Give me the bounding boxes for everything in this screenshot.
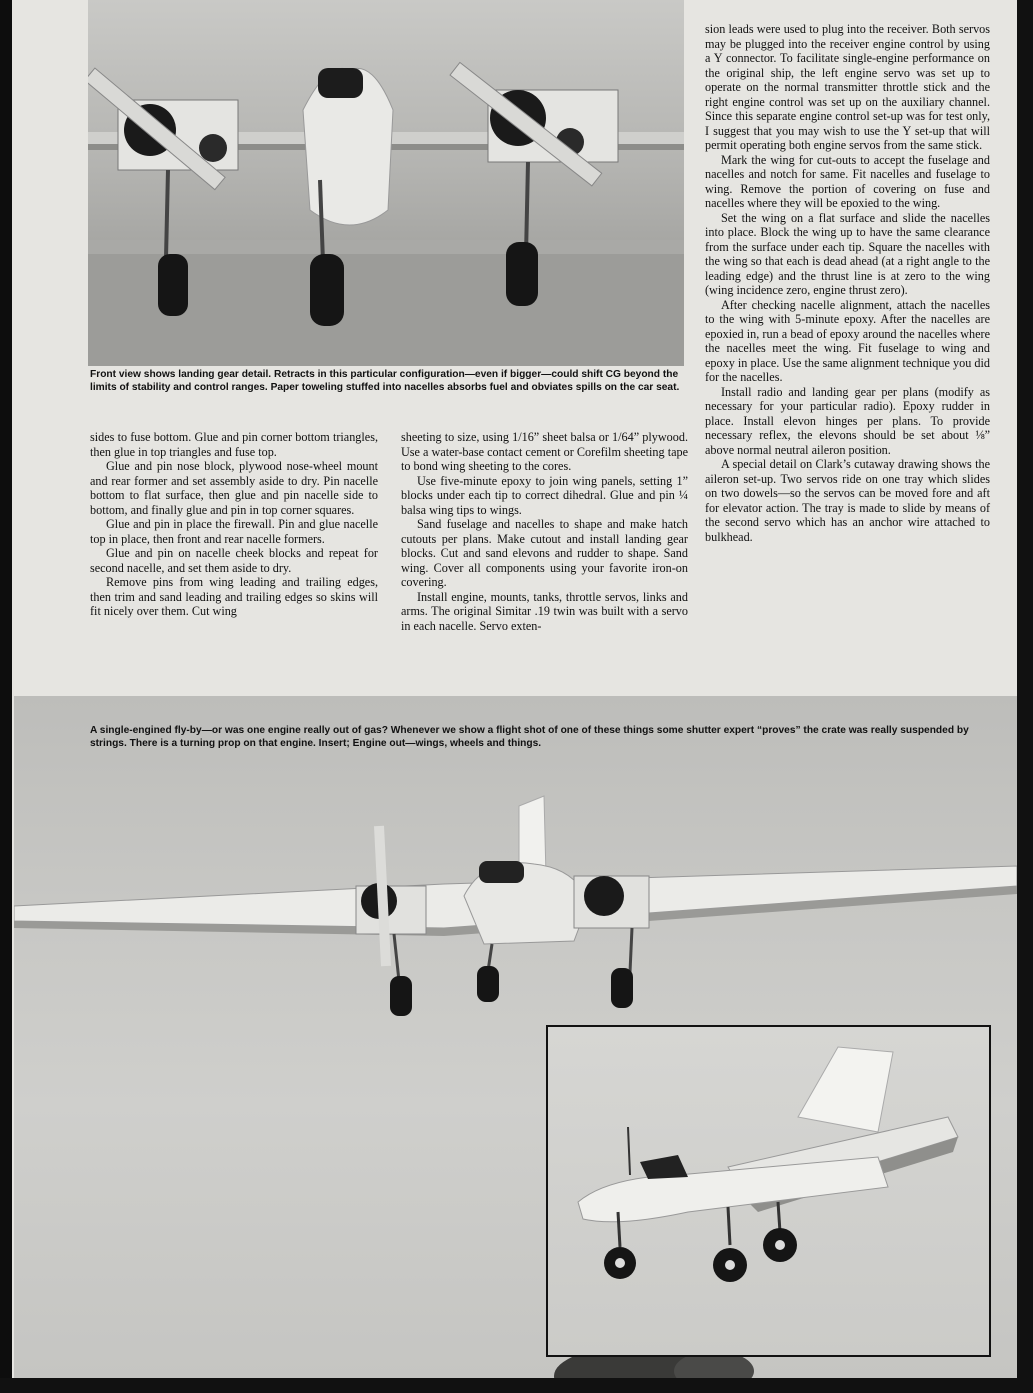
inset-plane-illustration: [548, 1027, 989, 1355]
paragraph: Glue and pin in place the firewall. Pin and glue nacelle top in place, then front and rear nacelle formers.: [90, 517, 378, 546]
right-text-column: [705, 22, 990, 544]
paragraph: Install engine, mounts, tanks, throttle servos, links and arms. The original Simitar .19 twin was built with a servo in each nacelle. Servo exten-: [401, 589, 688, 633]
paragraph: Glue and pin on nacelle cheek blocks and repeat for second nacelle, and set them aside to dry.: [90, 546, 378, 575]
scan-border-left: [0, 0, 12, 1393]
inset-photo: [546, 1025, 991, 1357]
paragraph: Use five-minute epoxy to join wing panels, setting 1” blocks under each tip to correct dihedral. Glue and pin ¼ balsa wing tips to wings.: [401, 473, 688, 517]
paragraph: Set the wing on a flat surface and slide the nacelles into place. Block the wing up to have the same clearance from the surface under each tip. Square the nacelles with the wing so that each is dead ahead (at a right angle to the leading edge) and the thrust line is at zero to the wing (wing incidence zero, engine thrust zero).: [705, 210, 990, 297]
paragraph: sheeting to size, using 1/16” sheet balsa or 1/64” plywood. Use a water-base contact cement or Corefilm sheeting tape to bond wing sheeting to the cores.: [401, 430, 688, 473]
front-view-plane-illustration: [88, 0, 684, 366]
paragraph: Glue and pin nose block, plywood nose-wheel mount and rear former and set assembly aside to dry. Pin nacelle bottom to flat surface, then glue and pin nacelle side to bottom, and finally glue and pin in top corner squares.: [90, 459, 378, 517]
paragraph: Sand fuselage and nacelles to shape and make hatch cutouts per plans. Make cutout and install landing gear blocks. Cut and sand elevons and rudder to shape. Sand wing. Cover all components using your favorite iron-on covering.: [401, 517, 688, 589]
scan-border-right: [1017, 0, 1033, 1393]
left-text-column: [90, 430, 378, 619]
paragraph: Remove pins from wing leading and trailing edges, then trim and sand leading and trailing edges so skins will fit nicely over them. Cut wing: [90, 575, 378, 618]
middle-text-column: [401, 430, 688, 633]
paragraph: Mark the wing for cut-outs to accept the fuselage and nacelles and notch for same. Fit nacelles and fuselage to wing. Remove the portion of covering on fuse and nacelles where they will be epoxied to the wing.: [705, 152, 990, 210]
paragraph: After checking nacelle alignment, attach the nacelles to the wing with 5-minute epoxy. After the nacelles are epoxied in, run a bead of epoxy around the nacelles where the nacelles meet the wing. Fit fuselage to wing and epoxy in place. Use the same alignment technique you did for the nacelles.: [705, 297, 990, 384]
front-view-photo: [88, 0, 684, 366]
paragraph: A special detail on Clark’s cutaway drawing shows the aileron set-up. Two servos ride on one tray which slides on two dowels—so the servos can be moved fore and aft for elevator action. The tray is made to slide by means of the second servo which has an anchor wire attached to bulkhead.: [705, 457, 990, 544]
paragraph: sides to fuse bottom. Glue and pin corner bottom triangles, then glue in top triangles and fuse top.: [90, 430, 378, 459]
scan-border-bottom: [0, 1378, 1033, 1393]
paragraph: sion leads were used to plug into the receiver. Both servos may be plugged into the receiver engine control by using a Y connector. To facilitate single-engine performance on the original ship, the left engine servo was set up to operate on the normal transmitter throttle stick and the right engine control was set up on the auxiliary channel. Since this separate engine control set-up was for test only, I suggest that you may wish to use the Y set-up that will permit operating both engine servos from the same stick.: [705, 22, 990, 152]
front-view-caption: Front view shows landing gear detail. Retracts in this particular configuration—even if bigger—could shift CG beyond the limits of stability and control ranges. Paper toweling stuffed into nacelles absorbs fuel and obviates spills on the car seat.: [90, 369, 680, 393]
flight-caption: A single-engined fly-by—or was one engine really out of gas? Whenever we show a flight shot of one of these things some shutter expert “proves” the crate was really suspended by strings. There is a turning prop on that engine. Insert; Engine out—wings, wheels and things.: [90, 725, 969, 749]
paragraph: Install radio and landing gear per plans (modify as necessary for your particular radio). Epoxy rudder in place. Install elevon hinges per plans. To provide necessary reflex, the elevons should be set about ⅛” above normal neutral aileron position.: [705, 384, 990, 457]
